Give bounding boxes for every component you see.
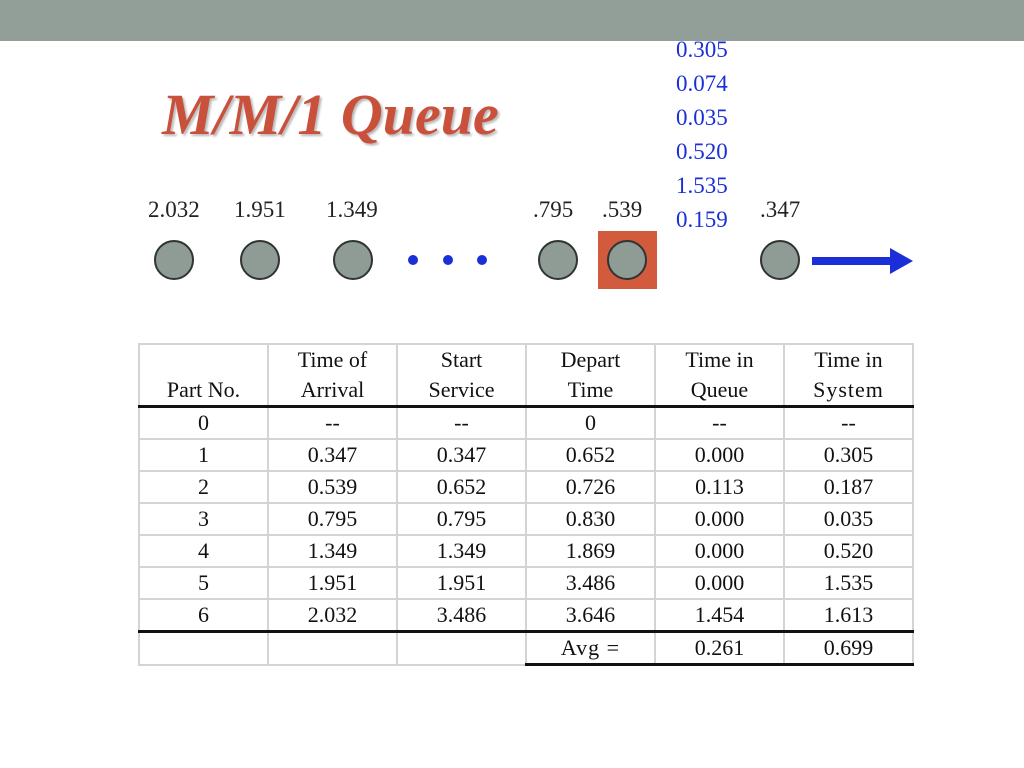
table-cell: 1.349 bbox=[268, 535, 397, 567]
table-cell: 0.652 bbox=[526, 439, 655, 471]
table-cell: 3.646 bbox=[526, 599, 655, 632]
table-cell: 1.454 bbox=[655, 599, 784, 632]
table-footer-row bbox=[139, 632, 913, 665]
table-row bbox=[139, 599, 913, 632]
table-row bbox=[139, 439, 913, 471]
table-cell: -- bbox=[268, 407, 397, 440]
table-header-cell: System bbox=[784, 375, 913, 407]
ellipsis-dot bbox=[477, 255, 487, 265]
table-cell: 0.347 bbox=[268, 439, 397, 471]
table-header-cell bbox=[139, 344, 268, 375]
table-row bbox=[139, 407, 913, 440]
table-header-cell: Arrival bbox=[268, 375, 397, 407]
table-header-cell: Time of bbox=[268, 344, 397, 375]
table-cell: 2 bbox=[139, 471, 268, 503]
departing-part-circle bbox=[760, 240, 800, 280]
table-cell: 0.830 bbox=[526, 503, 655, 535]
average-queue-time: 0.261 bbox=[655, 632, 784, 665]
table-cell: 0.520 bbox=[784, 535, 913, 567]
ellipsis-dot bbox=[443, 255, 453, 265]
departure-value: 0.159 bbox=[676, 207, 728, 232]
table-cell: 0.539 bbox=[268, 471, 397, 503]
average-label: Avg = bbox=[526, 632, 655, 665]
table-cell: 0.187 bbox=[784, 471, 913, 503]
table-cell: 0.000 bbox=[655, 567, 784, 599]
departure-value: 0.035 bbox=[676, 105, 728, 130]
table-cell: 0 bbox=[526, 407, 655, 440]
slide-title: M/M/1 Queue bbox=[162, 82, 499, 147]
table-cell: 0.035 bbox=[784, 503, 913, 535]
ellipsis-dot bbox=[408, 255, 418, 265]
departure-value: 1.535 bbox=[676, 173, 728, 198]
queue-label: 1.349 bbox=[326, 197, 378, 222]
queue-table-container bbox=[138, 343, 914, 666]
departed-label: .347 bbox=[760, 197, 801, 222]
table-cell: -- bbox=[397, 407, 526, 440]
table-cell: 0.000 bbox=[655, 503, 784, 535]
table-row bbox=[139, 503, 913, 535]
table-cell: 1.535 bbox=[784, 567, 913, 599]
table-header-cell: Time bbox=[526, 375, 655, 407]
table-header-row bbox=[139, 375, 913, 407]
table-cell: 0 bbox=[139, 407, 268, 440]
table-cell: 0.795 bbox=[268, 503, 397, 535]
table-cell: 0.652 bbox=[397, 471, 526, 503]
departure-value: 0.305 bbox=[676, 37, 728, 62]
table-cell: 3.486 bbox=[397, 599, 526, 632]
table-cell: 3.486 bbox=[526, 567, 655, 599]
queue-table bbox=[138, 343, 914, 666]
table-cell: 0.347 bbox=[397, 439, 526, 471]
table-header-cell: Time in bbox=[784, 344, 913, 375]
average-system-time: 0.699 bbox=[784, 632, 913, 665]
queue-label: .795 bbox=[533, 197, 574, 222]
table-cell: 4 bbox=[139, 535, 268, 567]
queue-label: 1.951 bbox=[234, 197, 286, 222]
departure-value: 0.074 bbox=[676, 71, 728, 96]
table-header-cell: Time in bbox=[655, 344, 784, 375]
table-cell: 3 bbox=[139, 503, 268, 535]
departure-times-list bbox=[676, 33, 756, 237]
table-cell: 1 bbox=[139, 439, 268, 471]
table-cell-empty bbox=[268, 632, 397, 665]
table-header-cell: Depart bbox=[526, 344, 655, 375]
table-row bbox=[139, 471, 913, 503]
table-cell: 5 bbox=[139, 567, 268, 599]
table-cell: 1.951 bbox=[268, 567, 397, 599]
table-cell: 0.000 bbox=[655, 535, 784, 567]
departure-value: 0.520 bbox=[676, 139, 728, 164]
table-cell: 0.305 bbox=[784, 439, 913, 471]
queue-part-circle bbox=[154, 240, 194, 280]
table-cell-empty bbox=[397, 632, 526, 665]
table-cell: 1.869 bbox=[526, 535, 655, 567]
table-cell: 0.795 bbox=[397, 503, 526, 535]
queue-label: 2.032 bbox=[148, 197, 200, 222]
table-header-row bbox=[139, 344, 913, 375]
table-cell: 2.032 bbox=[268, 599, 397, 632]
table-cell-empty bbox=[139, 632, 268, 665]
table-header-cell: Service bbox=[397, 375, 526, 407]
table-row bbox=[139, 567, 913, 599]
table-header-cell: Part No. bbox=[139, 375, 268, 407]
in-service-part-circle bbox=[607, 240, 647, 280]
table-cell: -- bbox=[655, 407, 784, 440]
queue-part-circle bbox=[538, 240, 578, 280]
table-cell: 1.951 bbox=[397, 567, 526, 599]
table-cell: 0.726 bbox=[526, 471, 655, 503]
queue-part-circle bbox=[333, 240, 373, 280]
table-cell: 0.113 bbox=[655, 471, 784, 503]
queue-label: .539 bbox=[602, 197, 643, 222]
table-header-cell: Start bbox=[397, 344, 526, 375]
table-header-cell: Queue bbox=[655, 375, 784, 407]
queue-part-circle bbox=[240, 240, 280, 280]
table-cell: 6 bbox=[139, 599, 268, 632]
top-decorative-bar bbox=[0, 0, 1024, 41]
table-cell: 0.000 bbox=[655, 439, 784, 471]
table-cell: 1.613 bbox=[784, 599, 913, 632]
table-cell: 1.349 bbox=[397, 535, 526, 567]
table-cell: -- bbox=[784, 407, 913, 440]
right-arrow-icon bbox=[812, 246, 914, 276]
table-row bbox=[139, 535, 913, 567]
